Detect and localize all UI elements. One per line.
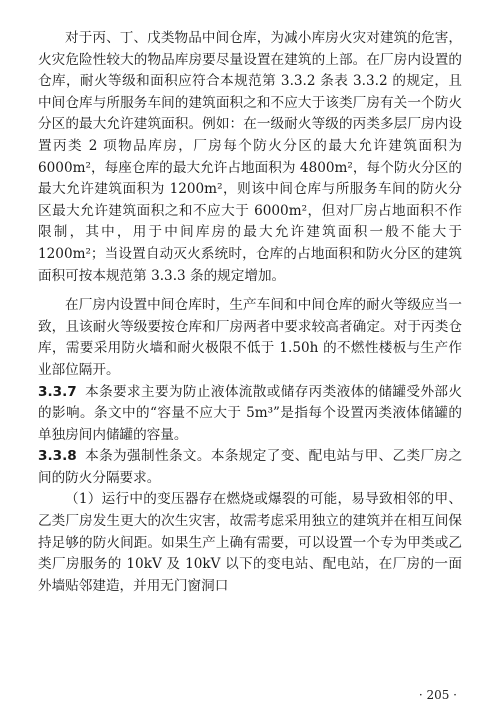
clause-text: 本条为强制性条文。本条规定了变、配电站与甲、乙类厂房之间的防火分隔要求。 <box>38 448 462 486</box>
clause-3-3-7 <box>38 382 462 447</box>
paragraph <box>38 295 462 381</box>
document-page <box>38 28 462 597</box>
paragraph-text: （1）运行中的变压器存在燃烧或爆裂的可能，易导致相邻的甲、乙类厂房发生更大的次生灾害，故需考虑采用独立的建筑并在相互间保持足够的防火间距。如果生产上确有需要，可以设置一个专为甲类或乙类厂房服务的 10kV 及 10kV 以下的变电站、配电站，在厂房的一面外墙贴邻建造，并用无门窗洞口 <box>38 491 462 594</box>
paragraph <box>38 489 462 597</box>
paragraph-text: 对于丙、丁、戊类物品中间仓库，为减小库房火灾对建筑的危害，火灾危险性较大的物品库房要尽量设置在建筑的上部。在厂房内设置的仓库，耐火等级和面积应符合本规范第 3.3.2 条表 3.3.2 的规定，且中间仓库与所服务车间的建筑面积之和不应大于该类厂房有关一个防火分区的最大允许建筑面积。例如：在一级耐火等级的丙类多层厂房内设置丙类 2 项物品库房，厂房每个防火分区的最大允许建筑面积为 6000m²，每座仓库的最大允许占地面积为 4800m²，每个防火分区的最大允许建筑面积为 1200m²，则该中间仓库与所服务车间的防火分区最大允许建筑面积之和不应大于 6000m²，但对厂房占地面积不作限制，其中，用于中间库房的最大允许建筑面积一般不能大于 1200m²；当设置自动灭火系统时，仓库的占地面积和防火分区的建筑面积可按本规范第 3.3.3 条的规定增加。 <box>38 30 462 284</box>
clause-text: 本条要求主要为防止液体流散或储存丙类液体的储罐受外部火的影响。条文中的“容量不应大于 5m³”是指每个设置丙类液体储罐的单独房间内储罐的容量。 <box>38 383 462 443</box>
clause-3-3-8 <box>38 446 462 489</box>
clause-number: 3.3.8 <box>38 448 77 465</box>
page-number: · 205 · <box>418 688 457 702</box>
clause-number: 3.3.7 <box>38 383 77 400</box>
paragraph-gap <box>38 287 462 295</box>
paragraph <box>38 28 462 287</box>
paragraph-text: 在厂房内设置中间仓库时，生产车间和中间仓库的耐火等级应当一致，且该耐火等级要按仓库和厂房两者中要求较高者确定。对于丙类仓库，需要采用防火墙和耐火极限不低于 1.50h 的不燃性楼板与生产作业部位隔开。 <box>38 297 462 378</box>
